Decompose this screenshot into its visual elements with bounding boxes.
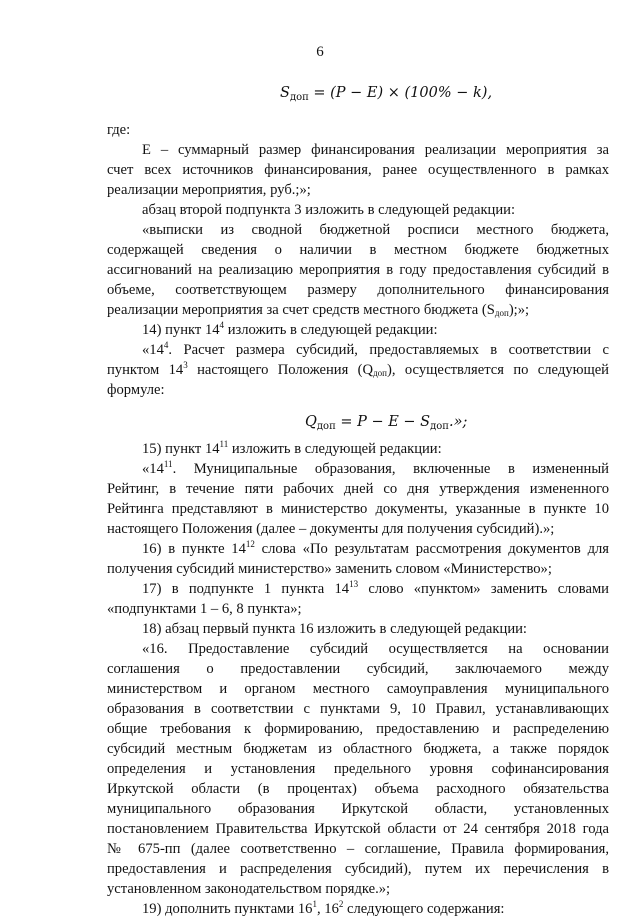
- formula-lhs-sub: доп: [316, 421, 336, 432]
- superscript: 3: [183, 360, 188, 370]
- text-line: [142, 320, 609, 340]
- text-line: реализации мероприятия, руб.;»;: [107, 182, 311, 198]
- superscript: 11: [219, 439, 229, 449]
- text-line: муниципального образования Иркутской области, установленных: [107, 801, 609, 817]
- formula-lhs-sub: доп: [289, 92, 309, 103]
- text-line: субсидий местным бюджетам из областного бюджета, а также порядок: [107, 741, 609, 757]
- text-fragment: изложить в следующей редакции:: [228, 441, 442, 457]
- text-fragment: пунктом 14: [107, 362, 184, 378]
- text-line: постановлением Правительства Иркутской области от 24 сентября 2018 года: [107, 821, 609, 837]
- text-line: Е – суммарный размер финансирования реализации мероприятия за: [142, 142, 609, 158]
- text-line: где:: [107, 122, 131, 138]
- formula-rhs-end: .»;: [448, 414, 468, 430]
- subscript: доп: [494, 308, 509, 318]
- text-fragment: 17) в подпункте 1 пункта 14: [142, 581, 350, 597]
- formula-lhs: S: [280, 85, 290, 101]
- text-line: счет всех источников финансирования, ранее осуществленного в рамках: [107, 162, 609, 178]
- text-line: ассигнований на реализацию мероприятия в году предоставления субсидий в: [107, 262, 609, 278]
- superscript: 11: [163, 459, 173, 469]
- formula-rhs: = (P − E) × (100% − k),: [308, 85, 493, 101]
- text-line: [142, 539, 609, 559]
- superscript: 12: [245, 539, 255, 549]
- text-line: [142, 579, 609, 599]
- superscript: 4: [219, 320, 225, 330]
- text-fragment: 14) пункт 14: [142, 322, 220, 338]
- text-fragment: слово «пунктом» заменить словами: [358, 581, 609, 597]
- text-line: [107, 300, 609, 320]
- text-fragment: «14: [142, 342, 164, 358]
- text-line: формуле:: [107, 382, 165, 398]
- text-fragment: изложить в следующей редакции:: [224, 322, 438, 338]
- text-fragment: , 16: [316, 901, 339, 917]
- subscript: доп: [373, 368, 387, 378]
- text-line: Рейтинга представляют в министерство документы, указанные в пункте 10: [107, 501, 609, 517]
- text-line: [142, 439, 609, 459]
- text-line: [107, 360, 609, 380]
- text-line: [142, 459, 609, 479]
- formula-rhs: = P − E − S: [335, 414, 431, 430]
- text-fragment: слова «По результатам рассмотрения документов для: [254, 541, 609, 557]
- text-line: № 675-пп (далее соответственно – соглашение, Правила формирования,: [107, 841, 609, 857]
- superscript: 4: [163, 340, 169, 350]
- text-fragment: . Расчет размера субсидий, предоставляемых в соответствии с: [168, 342, 609, 358]
- formula-s-dop: [280, 85, 492, 103]
- superscript: 2: [338, 899, 344, 909]
- text-line: объеме, соответствующем размеру дополнительного финансирования: [107, 282, 609, 298]
- text-line: [142, 340, 609, 360]
- text-fragment: «14: [142, 461, 164, 477]
- text-line: «выписки из сводной бюджетной росписи местного бюджета,: [142, 222, 609, 238]
- formula-rhs-sub: доп: [430, 421, 449, 432]
- text-fragment: 19) дополнить пунктами 16: [142, 901, 313, 917]
- text-fragment: 15) пункт 14: [142, 441, 220, 457]
- text-fragment: ), осуществляется по следующей: [387, 362, 609, 378]
- text-line: содержащей сведения о наличии в местном бюджете бюджетных: [107, 242, 609, 258]
- text-fragment: . Муниципальные образования, включенные в измененный: [172, 461, 609, 477]
- page-number: 6: [316, 44, 324, 60]
- text-line: «подпунктами 1 – 6, 8 пункта»;: [107, 601, 302, 617]
- text-line: 18) абзац первый пункта 16 изложить в следующей редакции:: [142, 621, 527, 637]
- text-line: Рейтинг, в течение пяти рабочих дней со дня утверждения измененного: [107, 481, 609, 497]
- text-fragment: реализации мероприятия за счет средств местного бюджета (S: [107, 302, 495, 318]
- formula-lhs: Q: [305, 414, 317, 430]
- superscript: 13: [349, 579, 359, 589]
- text-line: установленном законодательством порядке.»;: [107, 881, 391, 897]
- text-line: соглашения о предоставлении субсидий, заключаемого между: [107, 661, 609, 677]
- text-line: [142, 899, 609, 919]
- text-line: определения и установления предельного уровня софинансирования: [107, 761, 609, 777]
- text-line: общие требования к формированию, предоставлению и распределению: [107, 721, 609, 737]
- text-line: настоящего Положения (далее – документы для получения субсидий).»;: [107, 521, 555, 537]
- text-fragment: следующего содержания:: [343, 901, 505, 917]
- text-fragment: 16) в пункте 14: [142, 541, 246, 557]
- text-line: Иркутской области (в процентах) объема расходного обязательства: [107, 781, 609, 797]
- text-line: предоставления и распределения субсидий), путем их перечисления в: [107, 861, 609, 877]
- text-fragment: );»;: [508, 302, 530, 318]
- text-fragment: настоящего Положения (Q: [187, 362, 374, 378]
- formula-q-dop: [305, 414, 467, 432]
- text-line: образования в соответствии с пунктами 9, 10 Правил, устанавливающих: [107, 701, 609, 717]
- text-line: получения субсидий министерство» заменить словом «Министерство»;: [107, 561, 552, 577]
- text-line: абзац второй подпункта 3 изложить в следующей редакции:: [142, 202, 516, 218]
- text-line: министерством и органом местного самоуправления муниципального: [107, 681, 609, 697]
- superscript: 1: [312, 899, 317, 909]
- text-line: «16. Предоставление субсидий осуществляется на основании: [142, 641, 609, 657]
